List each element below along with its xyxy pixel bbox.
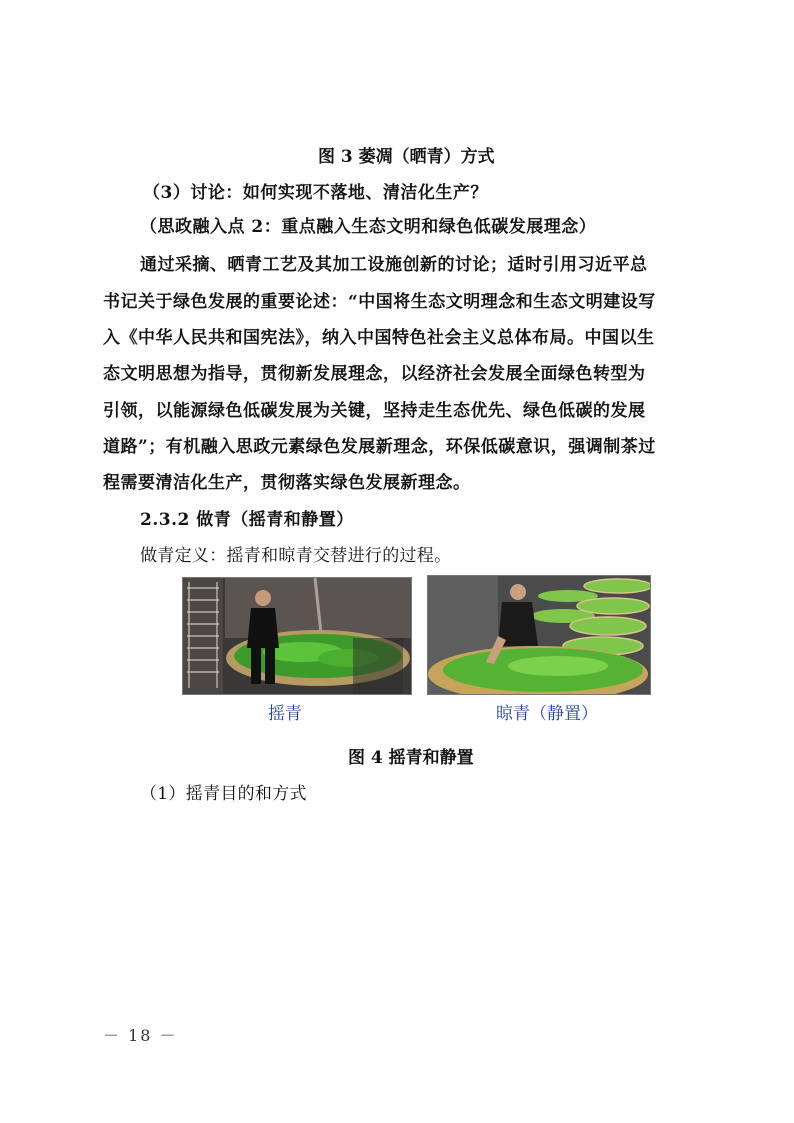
shaking-tea-caption: 摇青 [268,704,302,724]
paragraph-line: 道路”；有机融入思政元素绿色发展新理念，环保低碳意识，强调制茶过 [103,437,656,457]
figure-4-caption: 图 4 摇青和静置 [348,748,474,768]
page-number: － 18 － [103,1026,178,1045]
paragraph-line: 引领，以能源绿色低碳发展为关键，坚持走生态优先、绿色低碳的发展 [103,401,646,421]
cooling-tea-photo [427,575,651,695]
paragraph-line: 态文明思想为指导，贯彻新发展理念，以经济社会发展全面绿色转型为 [103,364,646,384]
paragraph-line: 书记关于绿色发展的重要论述：“中国将生态文明理念和生态文明建设写 [103,292,656,312]
subsection-heading: （1）摇青目的和方式 [140,784,307,804]
paragraph-line: 程需要清洁化生产，贯彻落实绿色发展新理念。 [103,473,471,493]
shaking-tea-illustration [183,578,411,694]
discussion-question: （3）讨论：如何实现不落地、清洁化生产？ [143,183,488,203]
figure-3-caption: 图 3 萎凋（晒青）方式 [318,147,495,167]
section-heading: 2.3.2 做青（摇青和静置） [140,510,354,530]
cooling-tea-caption: 晾青（静置） [496,704,598,724]
paragraph-line: 通过采摘、晒青工艺及其加工设施创新的讨论；适时引用习近平总 [140,255,648,275]
shaking-tea-photo [182,577,412,695]
definition-text: 做青定义：摇青和晾青交替进行的过程。 [140,546,452,566]
paragraph-line: 入《中华人民共和国宪法》，纳入中国特色社会主义总体布局。中国以生 [103,328,655,348]
ideology-entry-point: （思政融入点 2：重点融入生态文明和绿色低碳发展理念） [140,217,597,237]
cooling-tea-illustration [428,576,650,694]
